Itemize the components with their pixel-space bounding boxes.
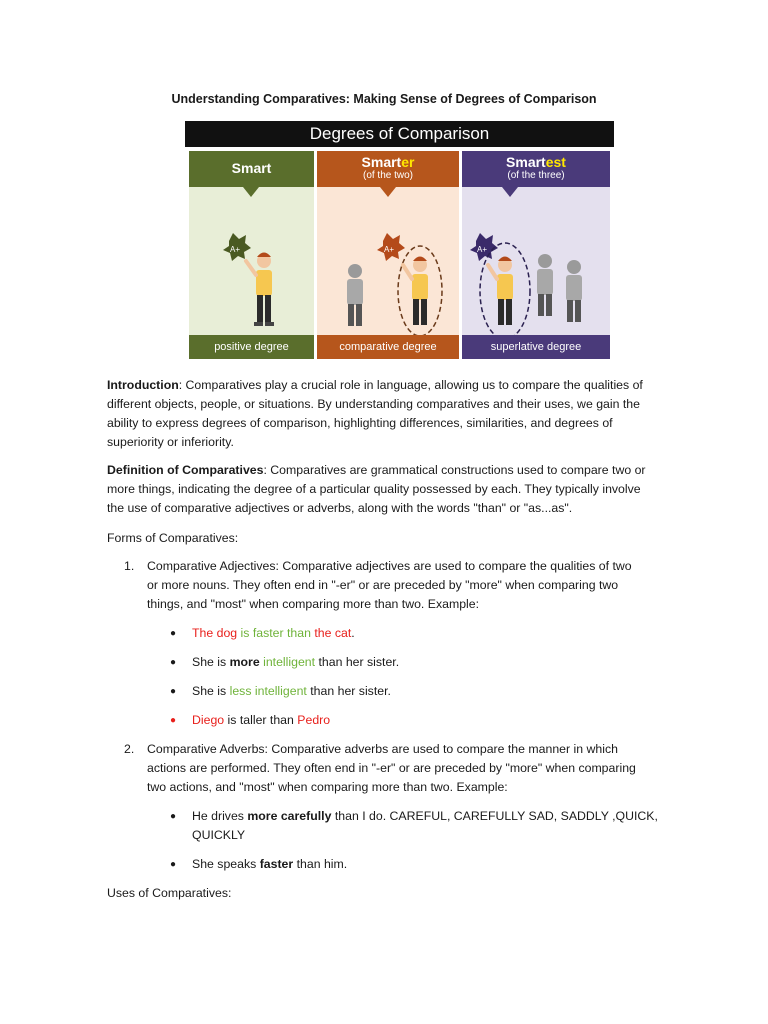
- bullet-icon: ●: [170, 686, 177, 697]
- student-figure-icon: [246, 253, 274, 327]
- example-item: She is less intelligent than her sister.: [192, 684, 391, 698]
- positive-degree-panel: [189, 151, 314, 359]
- uses-heading: Uses of Comparatives:: [107, 886, 232, 900]
- comparative-degree-panel: [317, 151, 459, 359]
- intro-text: : Comparatives play a crucial role in language, allowing us to compare the qualities of: [178, 378, 643, 392]
- intro-label: Introduction: [107, 378, 179, 392]
- bullet-icon: ●: [170, 628, 177, 639]
- student-illustration: [189, 195, 314, 335]
- list-number: 1.: [124, 559, 135, 573]
- bullet-icon: ●: [170, 715, 177, 726]
- bullet-icon: ●: [170, 811, 177, 822]
- other-student-icon: [347, 264, 363, 326]
- badge-label: A+: [230, 245, 241, 254]
- other-student-icon: [537, 254, 553, 316]
- definition-label: Definition of Comparatives: [107, 463, 264, 477]
- document-title: Understanding Comparatives: Making Sense of Degrees of Comparison: [171, 92, 597, 106]
- definition-text: more things, indicating the degree of a particular quality possessed by each. They typically involve: [107, 482, 641, 496]
- infographic-header: Degrees of Comparison: [185, 121, 614, 147]
- student-figure-icon: [403, 257, 428, 326]
- intro-text: different objects, people, or situations. By understanding comparatives and their uses, we gain the: [107, 397, 640, 411]
- definition-text: the use of comparative adjectives or adverbs, along with the words "than" or "as...as".: [107, 501, 573, 515]
- panel-footer: positive degree: [189, 335, 314, 359]
- caption-word: Smart: [231, 160, 272, 176]
- caption-word: Smart: [361, 154, 402, 170]
- degrees-of-comparison-infographic: [185, 121, 614, 361]
- students-illustration: [317, 195, 459, 335]
- badge-label: A+: [384, 245, 395, 254]
- example-item: She is more intelligent than her sister.: [192, 655, 400, 669]
- students-illustration: [462, 195, 610, 335]
- caption-suffix: er: [401, 154, 415, 170]
- bullet-icon: ●: [170, 859, 177, 870]
- panel-caption: [462, 151, 610, 187]
- definition-paragraph: [107, 461, 667, 518]
- panel-caption: [317, 151, 459, 187]
- example-item: He drives more carefully than I do. CAREFUL, CAREFULLY SAD, SADDLY ,QUICK, QUICKLY: [192, 809, 658, 842]
- list-number: 2.: [124, 742, 135, 756]
- badge-label: A+: [477, 245, 488, 254]
- comparative-adverbs-item: Comparative Adverbs: Comparative adverbs are used to compare the manner in which actions are performed. They often end in "-er" or are preceded by "more" when comparing two actions, and "most" when comparing more than two. Example:: [147, 742, 636, 794]
- student-figure-icon: [488, 257, 513, 326]
- example-item: Diego is taller than Pedro: [192, 713, 331, 727]
- panel-caption: [189, 151, 314, 187]
- panel-footer: comparative degree: [317, 335, 459, 359]
- forms-heading: Forms of Comparatives:: [107, 531, 239, 545]
- bullet-icon: ●: [170, 657, 177, 668]
- caption-sub: (of the two): [362, 170, 414, 181]
- other-student-icon: [566, 260, 582, 322]
- introduction-paragraph: [107, 376, 667, 452]
- intro-text: ability to express degrees of comparison, highlighting differences, similarities, and degrees of: [107, 416, 613, 430]
- comparative-adjectives-item: Comparative Adjectives: Comparative adjectives are used to compare the qualities of two or more nouns. They often end in "-er" or are preceded by "more" when comparing two things, and "most" when comparing more than two. Example:: [147, 559, 632, 611]
- example-item: The dog is faster than the cat.: [192, 626, 355, 640]
- caption-word: Smart: [506, 154, 546, 170]
- panel-footer: superlative degree: [462, 335, 610, 359]
- definition-text: : Comparatives are grammatical constructions used to compare two or: [263, 463, 646, 477]
- intro-text: superiority or inferiority.: [107, 435, 234, 449]
- example-item: She speaks faster than him.: [192, 857, 348, 871]
- caption-sub: (of the three): [507, 170, 565, 181]
- caption-suffix: est: [545, 154, 566, 170]
- superlative-degree-panel: [462, 151, 610, 359]
